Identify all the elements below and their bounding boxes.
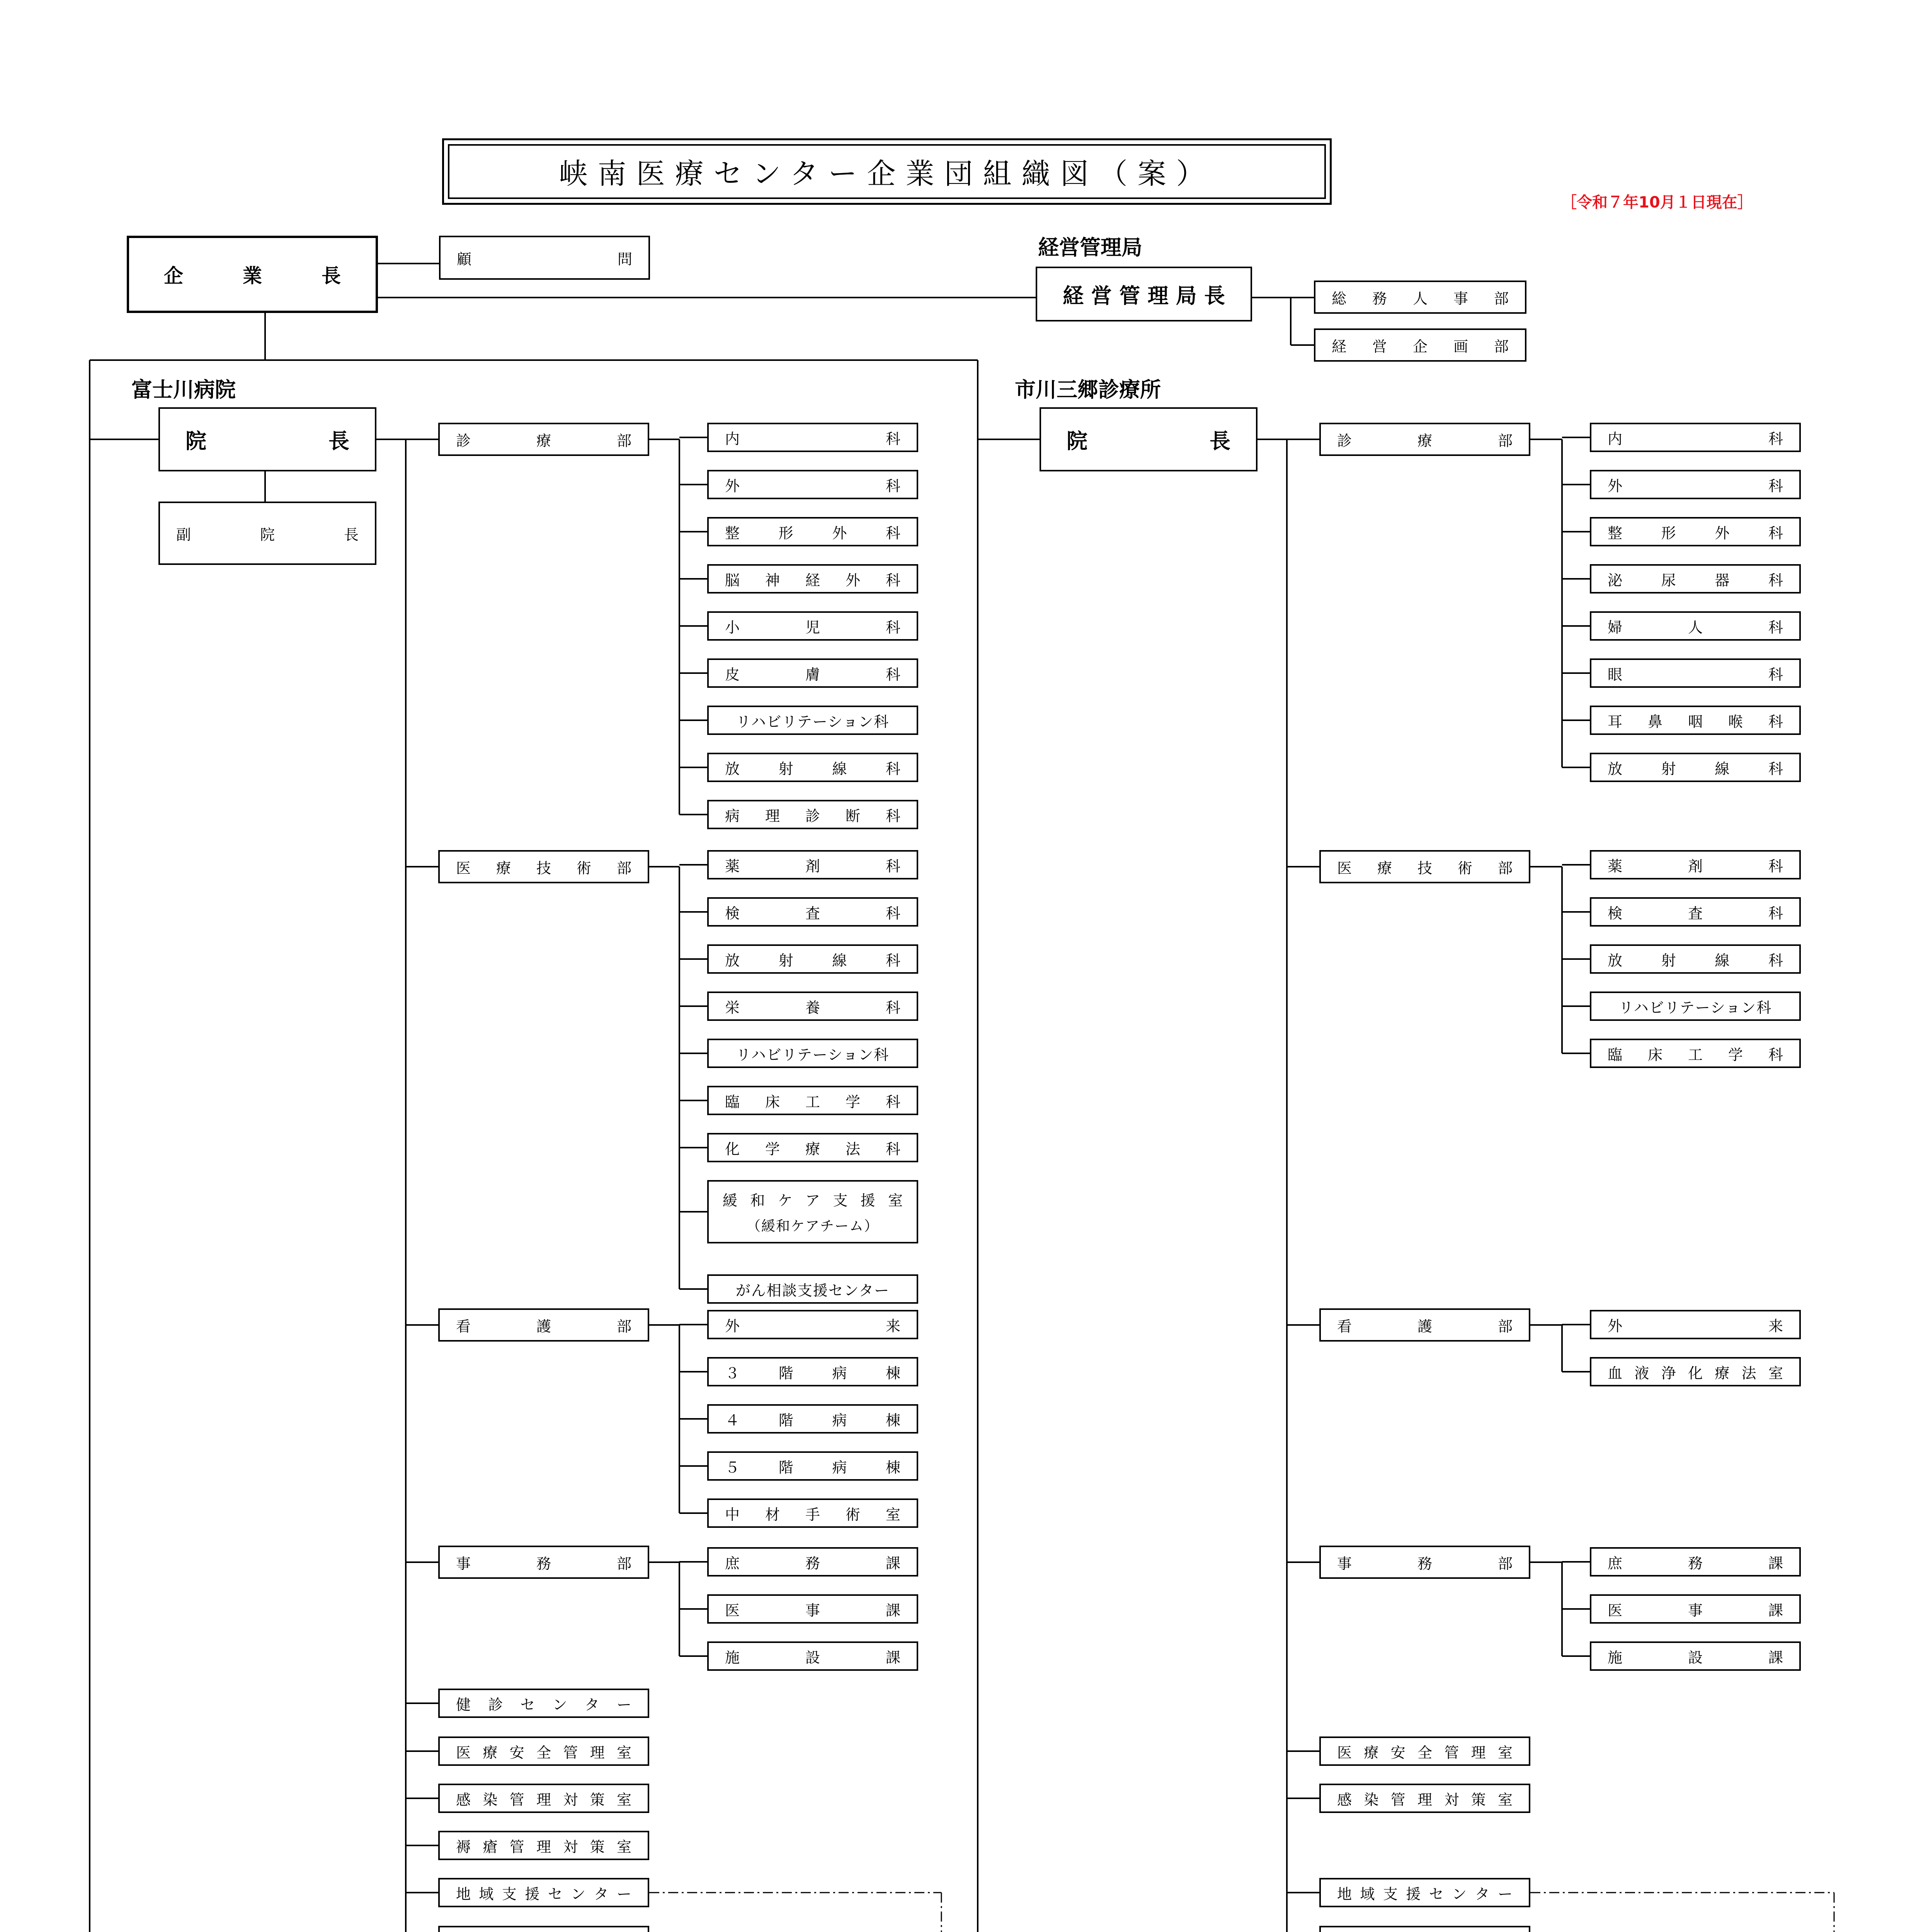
fujikawa-medical-unit-0-label: 内 科 bbox=[725, 430, 900, 447]
fujikawa-admin-unit-1-label: 医 事 課 bbox=[725, 1602, 900, 1619]
fujikawa-tech-unit-7-label: 緩 和 ケ ア 支 援 室 bbox=[723, 1192, 903, 1209]
fujikawa-tech-unit-5 bbox=[707, 1086, 918, 1115]
ichikawa-medical-unit-6-label: 耳 鼻 咽 喉 科 bbox=[1608, 713, 1783, 730]
ichikawa-medical-unit-6 bbox=[1590, 706, 1801, 735]
fujikawa-medical-unit-3 bbox=[707, 564, 918, 594]
ichikawa-tech-unit-3-label: リハビリテーション科 bbox=[1618, 999, 1772, 1016]
ceo-box-label: 企 業 長 bbox=[164, 265, 341, 287]
management-dept-1-label: 経 営 企 画 部 bbox=[1332, 338, 1509, 355]
ichikawa-nursing-unit-0 bbox=[1590, 1310, 1801, 1339]
ichikawa-admin-dept-label: 事 務 部 bbox=[1337, 1555, 1513, 1572]
ichikawa-tech-unit-1-label: 検 査 科 bbox=[1608, 905, 1783, 922]
fujikawa-nursing-unit-1-label: ３ 階 病 棟 bbox=[725, 1364, 900, 1382]
ichikawa-medical-unit-4-label: 婦 人 科 bbox=[1608, 619, 1783, 636]
ichikawa-admin-unit-2-label: 施 設 課 bbox=[1608, 1649, 1783, 1666]
ichikawa-room-2 bbox=[1319, 1878, 1530, 1907]
fujikawa-tech-unit-3 bbox=[707, 992, 918, 1021]
fujikawa-medical-unit-5-label: 皮 膚 科 bbox=[725, 666, 900, 683]
fujikawa-director-box bbox=[158, 407, 376, 471]
ichikawa-admin-unit-1-label: 医 事 課 bbox=[1608, 1602, 1783, 1619]
ichikawa-room-0 bbox=[1319, 1736, 1530, 1766]
ichikawa-tech-unit-0 bbox=[1590, 850, 1801, 879]
fujikawa-tech-unit-6-label: 化 学 療 法 科 bbox=[725, 1140, 900, 1158]
ichikawa-room-2-label: 地 域 支 援 セ ン タ ー bbox=[1337, 1885, 1513, 1903]
fujikawa-medical-unit-8 bbox=[707, 800, 918, 829]
fujikawa-medical-unit-1 bbox=[707, 470, 918, 499]
fujikawa-room-2-label: 感 染 管 理 対 策 室 bbox=[456, 1791, 631, 1808]
fujikawa-room-3 bbox=[438, 1831, 649, 1860]
fujikawa-room-1 bbox=[438, 1736, 649, 1766]
ichikawa-tech-unit-4-label: 臨 床 工 学 科 bbox=[1608, 1046, 1783, 1063]
fujikawa-nursing-unit-2 bbox=[707, 1404, 918, 1434]
fujikawa-room-5-label bbox=[456, 1930, 631, 1932]
fujikawa-room-1-label: 医 療 安 全 管 理 室 bbox=[456, 1744, 631, 1761]
ichikawa-medical-unit-0-label: 内 科 bbox=[1608, 430, 1783, 447]
advisor-box-label: 顧 問 bbox=[457, 250, 632, 268]
fujikawa-tech-unit-6 bbox=[707, 1133, 918, 1162]
fujikawa-nursing-unit-4-label: 中 材 手 術 室 bbox=[725, 1506, 900, 1523]
ichikawa-nursing-unit-0-label: 外 来 bbox=[1608, 1317, 1783, 1335]
ichikawa-director-box-label: 院 長 bbox=[1067, 429, 1230, 453]
fujikawa-admin-unit-2 bbox=[707, 1641, 918, 1671]
ichikawa-room-0-label: 医 療 安 全 管 理 室 bbox=[1337, 1744, 1513, 1761]
ichikawa-tech-unit-2-label: 放 射 線 科 bbox=[1608, 952, 1783, 969]
fujikawa-tech-unit-0-label: 薬 剤 科 bbox=[725, 857, 900, 875]
ichikawa-room-1-label: 感 染 管 理 対 策 室 bbox=[1337, 1791, 1513, 1808]
fujikawa-hospital-label: 富士川病院 bbox=[131, 378, 236, 402]
fujikawa-nursing-unit-1 bbox=[707, 1357, 918, 1386]
fujikawa-tech-unit-8 bbox=[707, 1274, 918, 1304]
fujikawa-director-box-label: 院 長 bbox=[185, 429, 349, 453]
fujikawa-medical-unit-5 bbox=[707, 658, 918, 688]
ichikawa-medical-unit-5-label: 眼 科 bbox=[1608, 666, 1783, 683]
fujikawa-nursing-dept-label: 看 護 部 bbox=[456, 1318, 631, 1335]
fujikawa-medical-unit-2-label: 整 形 外 科 bbox=[725, 524, 900, 542]
ichikawa-tech-unit-4 bbox=[1590, 1039, 1801, 1068]
ichikawa-medical-unit-1 bbox=[1590, 470, 1801, 499]
management-head-box bbox=[1036, 267, 1252, 321]
ichikawa-tech-dept bbox=[1319, 850, 1530, 883]
fujikawa-tech-unit-2 bbox=[707, 944, 918, 974]
ichikawa-nursing-unit-1 bbox=[1590, 1357, 1801, 1386]
fujikawa-admin-unit-0 bbox=[707, 1547, 918, 1577]
ichikawa-nursing-unit-1-label: 血 液 浄 化 療 法 室 bbox=[1608, 1364, 1783, 1382]
ceo-box bbox=[127, 236, 378, 313]
ichikawa-tech-unit-3 bbox=[1590, 992, 1801, 1021]
fujikawa-admin-unit-2-label: 施 設 課 bbox=[725, 1649, 900, 1666]
fujikawa-nursing-unit-3-label: ５ 階 病 棟 bbox=[725, 1459, 900, 1476]
fujikawa-medical-unit-0 bbox=[707, 423, 918, 452]
fujikawa-room-5 bbox=[438, 1926, 649, 1932]
ichikawa-admin-unit-0 bbox=[1590, 1547, 1801, 1577]
as-of-date: ［令和７年10月１日現在］ bbox=[1561, 194, 1753, 211]
fujikawa-medical-unit-8-label: 病 理 診 断 科 bbox=[725, 807, 900, 825]
fujikawa-tech-unit-5-label: 臨 床 工 学 科 bbox=[725, 1093, 900, 1111]
fujikawa-tech-unit-7 bbox=[707, 1180, 918, 1243]
ichikawa-tech-unit-0-label: 薬 剤 科 bbox=[1608, 857, 1783, 875]
ichikawa-room-3 bbox=[1319, 1926, 1530, 1932]
fujikawa-medical-unit-7 bbox=[707, 753, 918, 782]
ichikawa-tech-unit-1 bbox=[1590, 897, 1801, 927]
fujikawa-admin-unit-0-label: 庶 務 課 bbox=[725, 1554, 900, 1572]
fujikawa-medical-unit-6-label: リハビリテーション科 bbox=[736, 713, 890, 730]
fujikawa-nursing-unit-2-label: ４ 階 病 棟 bbox=[725, 1412, 900, 1429]
fujikawa-medical-unit-4-label: 小 児 科 bbox=[725, 619, 900, 636]
fujikawa-tech-unit-2-label: 放 射 線 科 bbox=[725, 952, 900, 969]
fujikawa-medical-unit-3-label: 脳 神 経 外 科 bbox=[725, 571, 900, 589]
fujikawa-tech-unit-0 bbox=[707, 850, 918, 879]
ichikawa-clinic-label: 市川三郷診療所 bbox=[1015, 378, 1161, 402]
fujikawa-room-0 bbox=[438, 1689, 649, 1718]
ichikawa-room-1 bbox=[1319, 1784, 1530, 1813]
fujikawa-vice-director-box-label: 副 院 長 bbox=[176, 526, 359, 543]
fujikawa-room-2 bbox=[438, 1784, 649, 1813]
management-bureau-label: 経営管理局 bbox=[1038, 235, 1142, 260]
fujikawa-medical-unit-6 bbox=[707, 706, 918, 735]
ichikawa-nursing-dept-label: 看 護 部 bbox=[1337, 1318, 1513, 1335]
fujikawa-medical-unit-1-label: 外 科 bbox=[725, 477, 900, 495]
fujikawa-tech-unit-1 bbox=[707, 897, 918, 927]
fujikawa-medical-unit-4 bbox=[707, 611, 918, 641]
advisor-box bbox=[439, 236, 650, 280]
ichikawa-admin-unit-0-label: 庶 務 課 bbox=[1608, 1554, 1783, 1572]
fujikawa-admin-dept-label: 事 務 部 bbox=[456, 1555, 631, 1572]
ichikawa-tech-unit-2 bbox=[1590, 944, 1801, 974]
fujikawa-vice-director-box bbox=[158, 502, 376, 565]
management-head-box-label: 経 営 管 理 局 長 bbox=[1063, 283, 1225, 308]
fujikawa-medical-dept-label: 診 療 部 bbox=[456, 432, 631, 449]
fujikawa-tech-dept bbox=[438, 850, 649, 883]
fujikawa-admin-dept bbox=[438, 1546, 649, 1579]
fujikawa-medical-unit-7-label: 放 射 線 科 bbox=[725, 760, 900, 777]
fujikawa-nursing-unit-4 bbox=[707, 1498, 918, 1528]
fujikawa-room-3-label: 褥 瘡 管 理 対 策 室 bbox=[456, 1838, 631, 1855]
ichikawa-admin-dept bbox=[1319, 1546, 1530, 1579]
ichikawa-medical-unit-2 bbox=[1590, 517, 1801, 546]
fujikawa-tech-unit-1-label: 検 査 科 bbox=[725, 905, 900, 922]
fujikawa-admin-unit-1 bbox=[707, 1594, 918, 1624]
fujikawa-tech-unit-4 bbox=[707, 1039, 918, 1068]
ichikawa-medical-unit-5 bbox=[1590, 658, 1801, 688]
ichikawa-medical-unit-4 bbox=[1590, 611, 1801, 641]
fujikawa-room-4-label: 地 域 支 援 セ ン タ ー bbox=[456, 1885, 631, 1903]
management-dept-0-label: 総 務 人 事 部 bbox=[1332, 290, 1509, 307]
ichikawa-medical-unit-3-label: 泌 尿 器 科 bbox=[1608, 571, 1783, 589]
ichikawa-medical-unit-2-label: 整 形 外 科 bbox=[1608, 524, 1783, 542]
fujikawa-nursing-dept bbox=[438, 1308, 649, 1342]
ichikawa-medical-dept-label: 診 療 部 bbox=[1337, 432, 1513, 449]
ichikawa-room-3-label bbox=[1337, 1930, 1513, 1932]
management-dept-0 bbox=[1314, 281, 1526, 314]
fujikawa-medical-unit-2 bbox=[707, 517, 918, 546]
ichikawa-medical-unit-7 bbox=[1590, 753, 1801, 782]
fujikawa-tech-unit-4-label: リハビリテーション科 bbox=[736, 1046, 890, 1063]
ichikawa-admin-unit-2 bbox=[1590, 1641, 1801, 1671]
fujikawa-nursing-unit-3 bbox=[707, 1451, 918, 1481]
ichikawa-director-box bbox=[1040, 407, 1257, 471]
ichikawa-medical-unit-1-label: 外 科 bbox=[1608, 477, 1783, 495]
fujikawa-nursing-unit-0 bbox=[707, 1310, 918, 1339]
ichikawa-medical-unit-3 bbox=[1590, 564, 1801, 594]
management-dept-1 bbox=[1314, 328, 1526, 362]
fujikawa-tech-unit-3-label: 栄 養 科 bbox=[725, 999, 900, 1016]
chart-title bbox=[442, 138, 1332, 205]
ichikawa-nursing-dept bbox=[1319, 1308, 1530, 1342]
palliative-team-label: （緩和ケアチーム） bbox=[746, 1218, 879, 1234]
fujikawa-room-0-label: 健 診 セ ン タ ー bbox=[456, 1696, 631, 1713]
fujikawa-tech-unit-8-label: がん相談支援センター bbox=[735, 1282, 890, 1299]
chart-title-text: 峡南医療センター企業団組織図（案） bbox=[559, 157, 1215, 190]
ichikawa-medical-unit-7-label: 放 射 線 科 bbox=[1608, 760, 1783, 777]
ichikawa-medical-unit-0 bbox=[1590, 423, 1801, 452]
ichikawa-admin-unit-1 bbox=[1590, 1594, 1801, 1624]
ichikawa-tech-dept-label: 医 療 技 術 部 bbox=[1337, 859, 1513, 877]
fujikawa-room-4 bbox=[438, 1878, 649, 1907]
fujikawa-medical-dept bbox=[438, 423, 649, 456]
fujikawa-tech-dept-label: 医 療 技 術 部 bbox=[456, 859, 631, 877]
fujikawa-nursing-unit-0-label: 外 来 bbox=[725, 1317, 900, 1335]
ichikawa-medical-dept bbox=[1319, 423, 1530, 456]
